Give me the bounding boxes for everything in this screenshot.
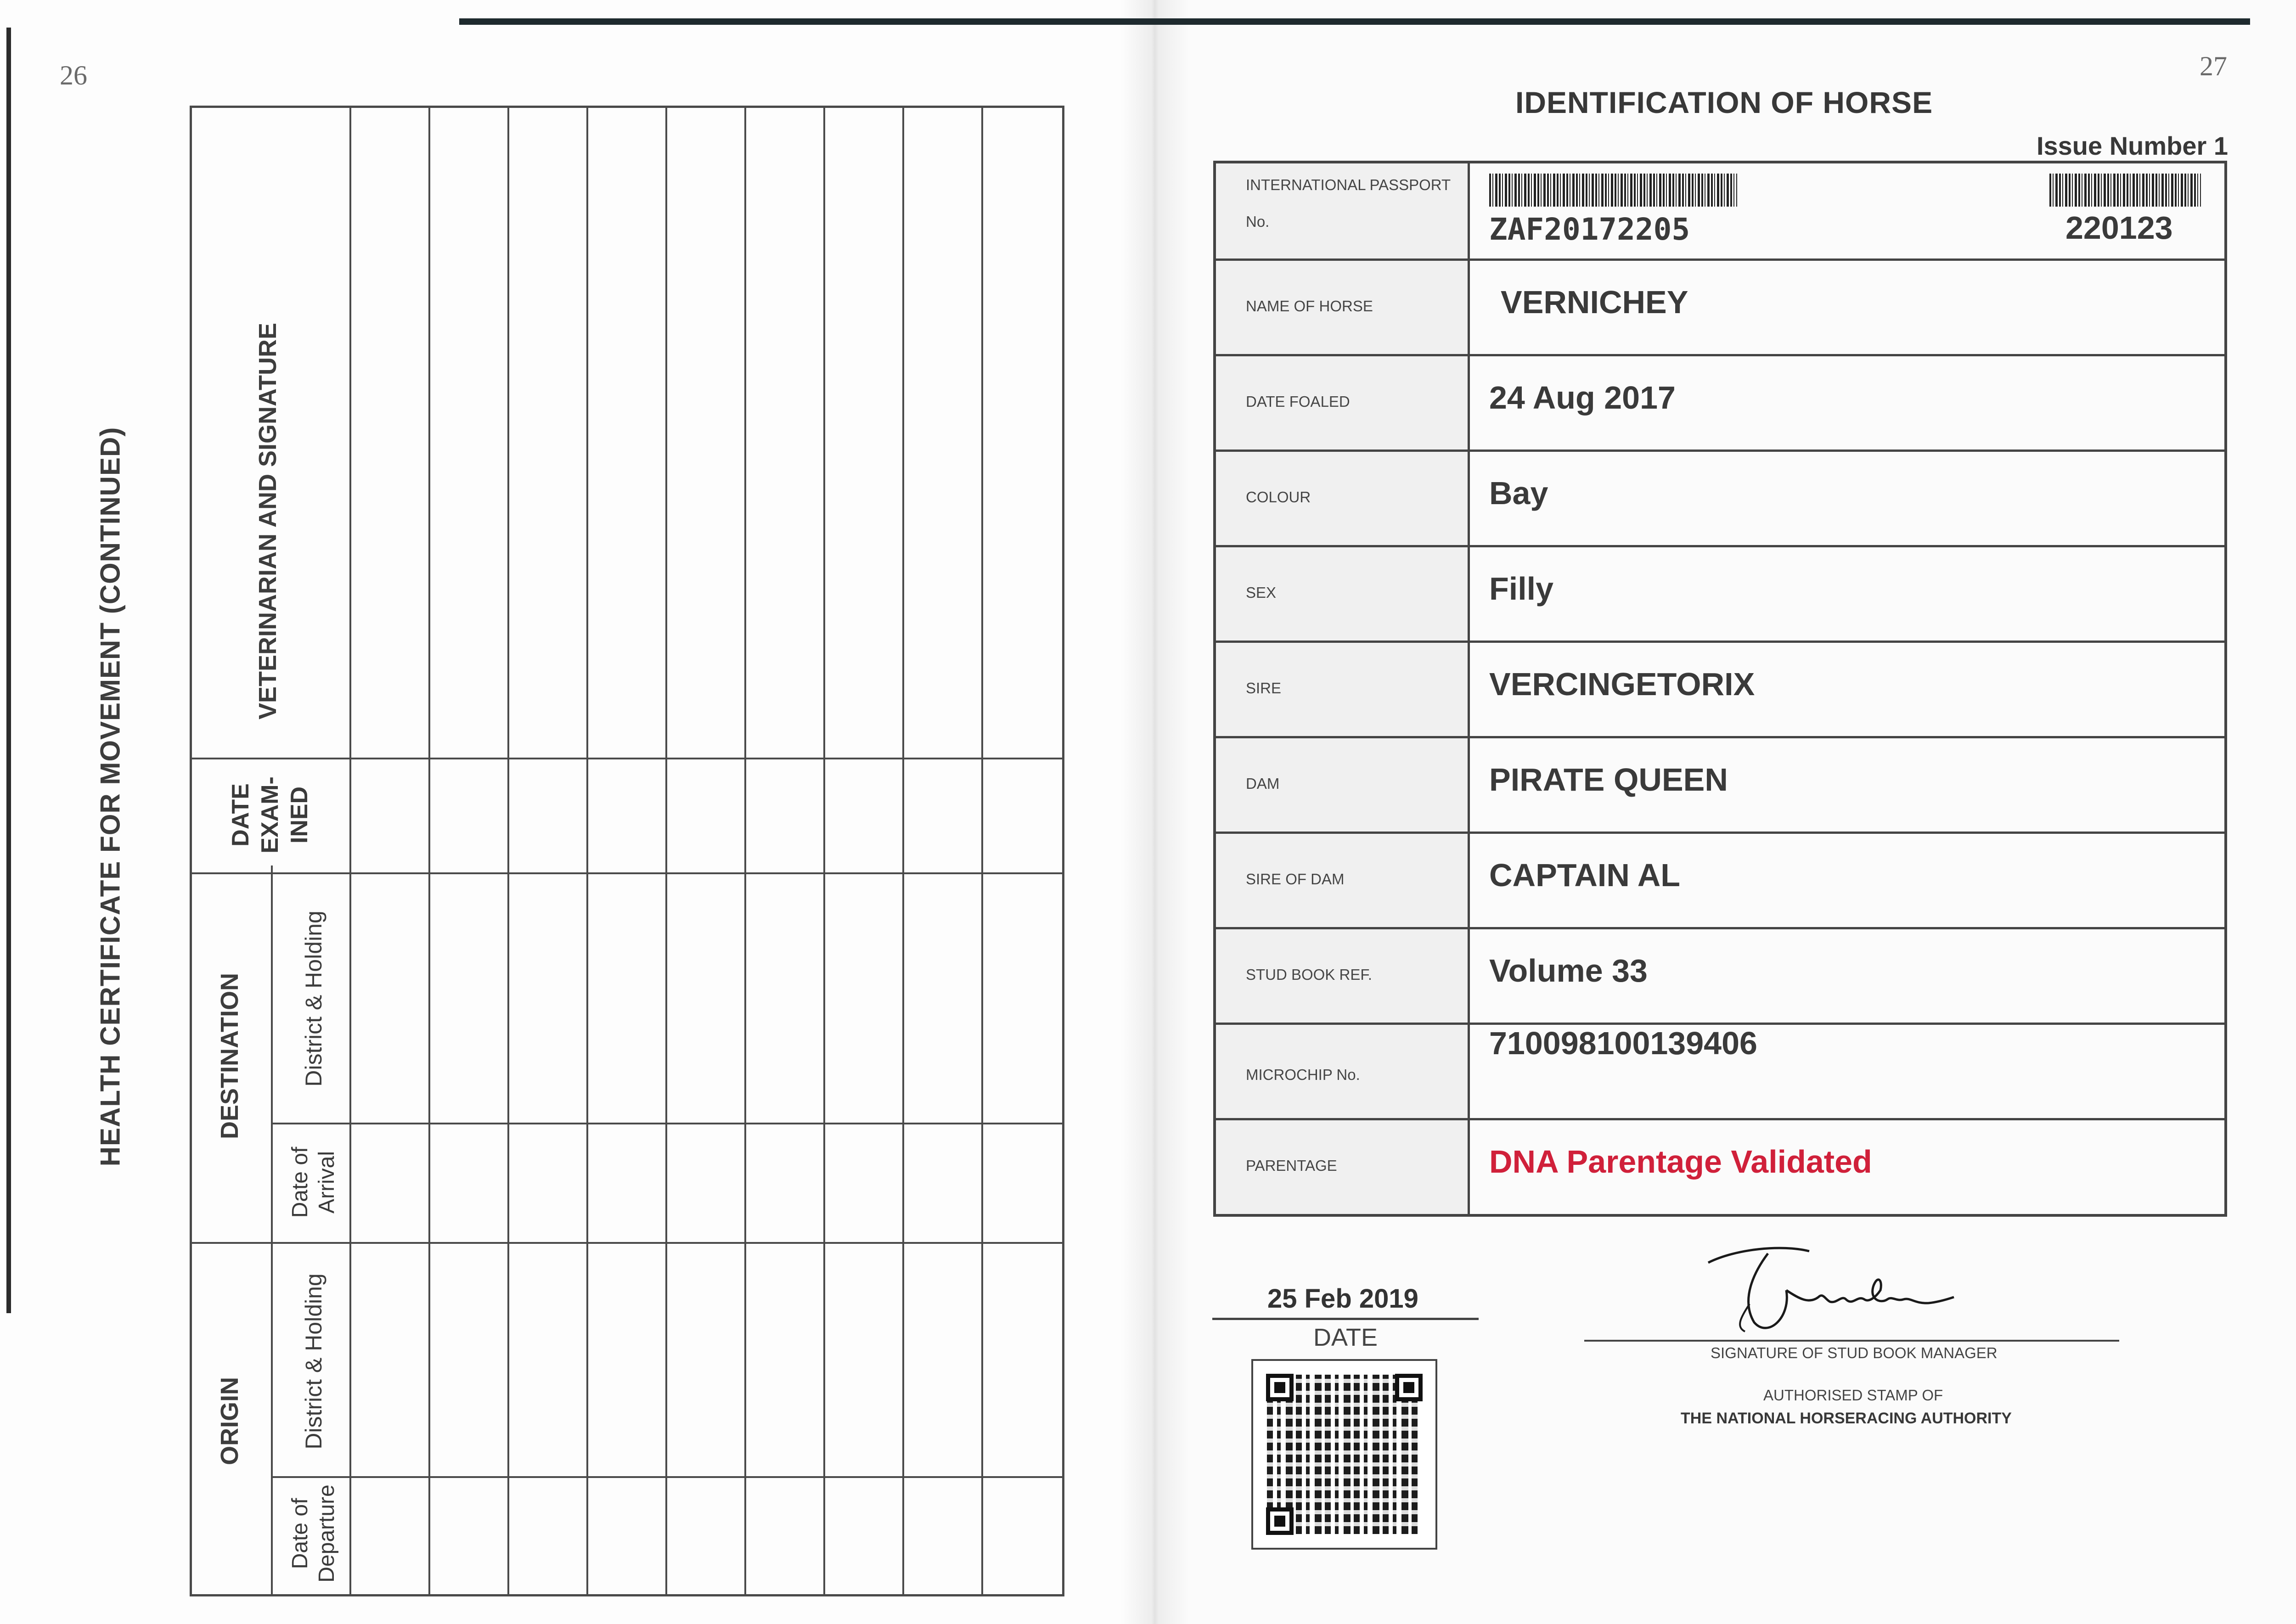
parentage-value: DNA Parentage Validated: [1489, 1144, 1872, 1180]
issue-date: 25 Feb 2019: [1267, 1284, 1418, 1314]
colour: Bay: [1489, 475, 1548, 511]
section-divider: [271, 1123, 1062, 1124]
table-row: [1216, 545, 2224, 643]
qr-code: [1251, 1359, 1437, 1550]
sex: Filly: [1489, 571, 1554, 607]
date-examined-header: DATE EXAM- INED: [227, 776, 313, 854]
destination-district-header: District & Holding: [301, 910, 326, 1087]
page-number-left: 26: [60, 60, 87, 90]
table-row: [1216, 163, 2224, 261]
table-row: [1216, 354, 2224, 452]
dam: PIRATE QUEEN: [1489, 762, 1728, 798]
table-row: [1216, 1118, 2224, 1217]
top-edge: [459, 18, 2250, 25]
microchip-number: 710098100139406: [1489, 1025, 1757, 1061]
horse-name: VERNICHEY: [1501, 284, 1688, 320]
movement-table: [190, 106, 1064, 1596]
identification-title: IDENTIFICATION OF HORSE: [1515, 85, 1933, 119]
destination-arrival-header: Date of Arrival: [288, 1146, 339, 1218]
book-gutter: [1120, 0, 1189, 1624]
column-divider: [902, 108, 904, 1594]
identification-table: [1213, 161, 2227, 1217]
row-label: DAM: [1246, 775, 1280, 792]
column-divider: [507, 108, 509, 1594]
column-divider: [349, 108, 351, 1594]
issue-number: Issue Number 1: [2036, 131, 2228, 160]
origin-district-header: District & Holding: [301, 1273, 326, 1450]
column-divider: [665, 108, 667, 1594]
qr-finder: [1266, 1374, 1294, 1401]
qr-finder: [1266, 1507, 1294, 1535]
date-label: DATE: [1313, 1324, 1378, 1351]
stamp-label: AUTHORISED STAMP OF: [1763, 1387, 1943, 1404]
table-row: [1216, 1023, 2224, 1120]
section-divider: [192, 872, 1062, 874]
signature-line: [1584, 1340, 2119, 1342]
row-label: STUD BOOK REF.: [1246, 966, 1373, 983]
row-label: SIRE: [1246, 680, 1282, 697]
stud-book-ref: Volume 33: [1489, 953, 1648, 989]
row-label: NAME OF HORSE: [1246, 298, 1373, 315]
left-edge: [6, 28, 11, 1313]
page-number-right: 27: [2200, 51, 2227, 81]
sire-of-dam: CAPTAIN AL: [1489, 857, 1681, 893]
row-label: DATE FOALED: [1246, 393, 1350, 410]
table-row: [1216, 832, 2224, 929]
table-row: [1216, 736, 2224, 834]
section-divider: [192, 1242, 1062, 1244]
table-row: [1216, 258, 2224, 356]
column-divider: [823, 108, 825, 1594]
origin-departure-header: Date of Departure: [288, 1484, 339, 1583]
passport-label: INTERNATIONAL PASSPORT: [1246, 176, 1451, 193]
table-row: [1216, 450, 2224, 547]
header-subdivider: [271, 865, 273, 1594]
row-label: SEX: [1246, 584, 1277, 601]
row-label: SIRE OF DAM: [1246, 871, 1345, 888]
row-label: MICROCHIP No.: [1246, 1066, 1360, 1083]
passport-code: 220123: [2065, 210, 2173, 246]
passport-label-no: No.: [1246, 213, 1270, 230]
qr-finder: [1395, 1374, 1423, 1401]
section-divider: [192, 758, 1062, 759]
column-divider: [744, 108, 746, 1594]
date-line: [1212, 1318, 1479, 1320]
stud-book-manager-signature: [1699, 1235, 1956, 1341]
column-divider: [586, 108, 588, 1594]
table-row: [1216, 641, 2224, 738]
table-row: [1216, 927, 2224, 1025]
date-foaled: 24 Aug 2017: [1489, 380, 1676, 416]
issue-barcode: [2049, 174, 2201, 207]
vet-signature-header: VETERINARIAN AND SIGNATURE: [254, 322, 281, 720]
row-label: PARENTAGE: [1246, 1157, 1337, 1174]
origin-header: ORIGIN: [216, 1377, 243, 1466]
passport-number: ZAF20172205: [1489, 212, 1690, 247]
destination-header: DESTINATION: [216, 973, 243, 1139]
row-label: COLOUR: [1246, 489, 1311, 506]
column-divider: [981, 108, 983, 1594]
sire: VERCINGETORIX: [1489, 666, 1755, 702]
section-divider: [271, 1476, 1062, 1478]
authority-name: THE NATIONAL HORSERACING AUTHORITY: [1681, 1410, 2012, 1427]
health-certificate-title: HEALTH CERTIFICATE FOR MOVEMENT (CONTINUED): [95, 427, 126, 1167]
column-divider: [428, 108, 430, 1594]
passport-barcode: [1489, 174, 1737, 207]
signature-label: SIGNATURE OF STUD BOOK MANAGER: [1711, 1344, 1998, 1361]
